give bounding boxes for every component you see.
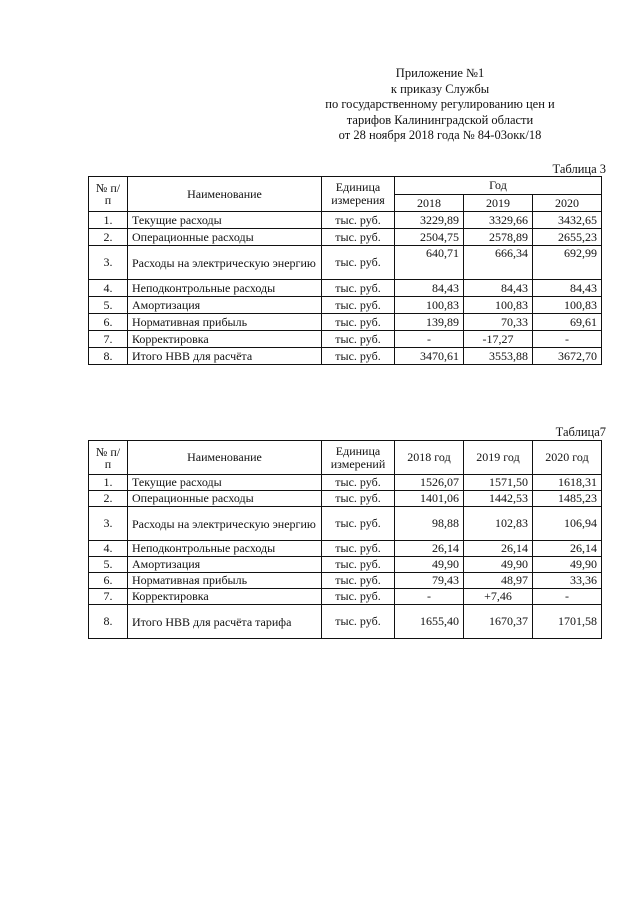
- table-row: [89, 314, 602, 331]
- row-unit: тыс. руб.: [322, 491, 395, 507]
- col-header-no: № п/п: [89, 177, 128, 212]
- row-no: 6.: [89, 573, 128, 589]
- row-unit: тыс. руб.: [322, 507, 395, 541]
- row-unit: тыс. руб.: [322, 541, 395, 557]
- row-no: 8.: [89, 348, 128, 365]
- row-name: Амортизация: [128, 557, 322, 573]
- row-no: 1.: [89, 475, 128, 491]
- document-header: [280, 66, 600, 144]
- row-name: Текущие расходы: [128, 475, 322, 491]
- row-value: 2504,75: [395, 229, 464, 246]
- row-unit: тыс. руб.: [322, 212, 395, 229]
- row-no: 5.: [89, 557, 128, 573]
- row-value: 666,34: [464, 246, 533, 280]
- table-row: [89, 589, 602, 605]
- table-row: [89, 507, 602, 541]
- row-value: 26,14: [464, 541, 533, 557]
- row-value: 3470,61: [395, 348, 464, 365]
- col-header-unit: Единица измерений: [322, 441, 395, 475]
- row-value: 102,83: [464, 507, 533, 541]
- row-value: 100,83: [464, 297, 533, 314]
- table2: [88, 440, 602, 639]
- table-row: [89, 605, 602, 639]
- table-row: [89, 491, 602, 507]
- row-name: Неподконтрольные расходы: [128, 280, 322, 297]
- row-value: 3553,88: [464, 348, 533, 365]
- row-name: Корректировка: [128, 331, 322, 348]
- col-header-2020: 2020: [533, 195, 602, 212]
- table-row: [89, 212, 602, 229]
- row-value: 3329,66: [464, 212, 533, 229]
- table-row: [89, 297, 602, 314]
- row-value: 49,90: [395, 557, 464, 573]
- row-value: 3229,89: [395, 212, 464, 229]
- col-header-name: Наименование: [128, 177, 322, 212]
- row-unit: тыс. руб.: [322, 348, 395, 365]
- row-value: 1670,37: [464, 605, 533, 639]
- row-value: 79,43: [395, 573, 464, 589]
- row-value: 1655,40: [395, 605, 464, 639]
- row-name: Операционные расходы: [128, 229, 322, 246]
- table-row: [89, 229, 602, 246]
- row-value: 3432,65: [533, 212, 602, 229]
- row-value: 640,71: [395, 246, 464, 280]
- row-value: 1442,53: [464, 491, 533, 507]
- row-unit: тыс. руб.: [322, 589, 395, 605]
- header-line: от 28 ноября 2018 года № 84-03окк/18: [338, 128, 542, 142]
- row-value: 49,90: [533, 557, 602, 573]
- table-row: [89, 475, 602, 491]
- row-no: 7.: [89, 331, 128, 348]
- row-unit: тыс. руб.: [322, 280, 395, 297]
- col-header-2018: 2018 год: [395, 441, 464, 475]
- row-no: 7.: [89, 589, 128, 605]
- row-value: +7,46: [464, 589, 533, 605]
- header-line: Приложение №1: [395, 66, 485, 80]
- row-name: Итого НВВ для расчёта тарифа: [128, 605, 322, 639]
- row-no: 2.: [89, 229, 128, 246]
- row-value: 26,14: [395, 541, 464, 557]
- row-value: -17,27: [464, 331, 533, 348]
- row-value: 49,90: [464, 557, 533, 573]
- row-value: 106,94: [533, 507, 602, 541]
- row-value: 100,83: [395, 297, 464, 314]
- col-header-2019: 2019 год: [464, 441, 533, 475]
- row-no: 3.: [89, 246, 128, 280]
- col-header-2018: 2018: [395, 195, 464, 212]
- row-value: 1526,07: [395, 475, 464, 491]
- row-value: 1571,50: [464, 475, 533, 491]
- row-name: Операционные расходы: [128, 491, 322, 507]
- row-value: 1485,23: [533, 491, 602, 507]
- row-value: 70,33: [464, 314, 533, 331]
- row-value: -: [395, 331, 464, 348]
- row-unit: тыс. руб.: [322, 557, 395, 573]
- table-row: [89, 573, 602, 589]
- table1: [88, 176, 602, 365]
- table-row: [89, 246, 602, 280]
- row-unit: тыс. руб.: [322, 605, 395, 639]
- header-line: тарифов Калининградской области: [346, 112, 534, 127]
- row-unit: тыс. руб.: [322, 573, 395, 589]
- row-unit: тыс. руб.: [322, 314, 395, 331]
- table-row: [89, 280, 602, 297]
- row-value: 1618,31: [533, 475, 602, 491]
- table2-caption: Таблица7: [555, 425, 606, 439]
- row-unit: тыс. руб.: [322, 229, 395, 246]
- row-unit: тыс. руб.: [322, 297, 395, 314]
- col-header-no: № п/п: [89, 441, 128, 475]
- row-name: Итого НВВ для расчёта: [128, 348, 322, 365]
- row-value: 2578,89: [464, 229, 533, 246]
- row-value: 1401,06: [395, 491, 464, 507]
- row-value: 3672,70: [533, 348, 602, 365]
- row-name: Расходы на электрическую энергию: [128, 507, 322, 541]
- row-value: 84,43: [395, 280, 464, 297]
- row-no: 3.: [89, 507, 128, 541]
- col-header-unit: Единица измерения: [322, 177, 395, 212]
- row-no: 8.: [89, 605, 128, 639]
- row-value: 48,97: [464, 573, 533, 589]
- row-value: 69,61: [533, 314, 602, 331]
- row-value: 139,89: [395, 314, 464, 331]
- row-no: 6.: [89, 314, 128, 331]
- row-unit: тыс. руб.: [322, 475, 395, 491]
- header-line: по государственному регулированию цен и: [325, 97, 555, 111]
- row-no: 4.: [89, 541, 128, 557]
- row-name: Расходы на электрическую энергию: [128, 246, 322, 280]
- row-value: -: [533, 331, 602, 348]
- row-unit: тыс. руб.: [322, 246, 395, 280]
- row-value: 1701,58: [533, 605, 602, 639]
- row-name: Нормативная прибыль: [128, 573, 322, 589]
- row-no: 4.: [89, 280, 128, 297]
- row-name: Текущие расходы: [128, 212, 322, 229]
- row-value: 84,43: [464, 280, 533, 297]
- col-header-2020: 2020 год: [533, 441, 602, 475]
- row-name: Нормативная прибыль: [128, 314, 322, 331]
- row-name: Амортизация: [128, 297, 322, 314]
- row-value: 692,99: [533, 246, 602, 280]
- table-row: [89, 541, 602, 557]
- row-value: 100,83: [533, 297, 602, 314]
- col-header-year: Год: [395, 177, 602, 195]
- table-row: [89, 557, 602, 573]
- col-header-name: Наименование: [128, 441, 322, 475]
- row-no: 5.: [89, 297, 128, 314]
- col-header-2019: 2019: [464, 195, 533, 212]
- row-name: Корректировка: [128, 589, 322, 605]
- row-value: 33,36: [533, 573, 602, 589]
- row-no: 2.: [89, 491, 128, 507]
- table-row: [89, 331, 602, 348]
- row-unit: тыс. руб.: [322, 331, 395, 348]
- row-value: 26,14: [533, 541, 602, 557]
- header-line: к приказу Службы: [390, 81, 490, 96]
- row-value: 84,43: [533, 280, 602, 297]
- row-value: -: [533, 589, 602, 605]
- row-name: Неподконтрольные расходы: [128, 541, 322, 557]
- table-row: [89, 348, 602, 365]
- row-value: 98,88: [395, 507, 464, 541]
- table1-caption: Таблица 3: [552, 162, 606, 176]
- row-value: -: [395, 589, 464, 605]
- row-no: 1.: [89, 212, 128, 229]
- row-value: 2655,23: [533, 229, 602, 246]
